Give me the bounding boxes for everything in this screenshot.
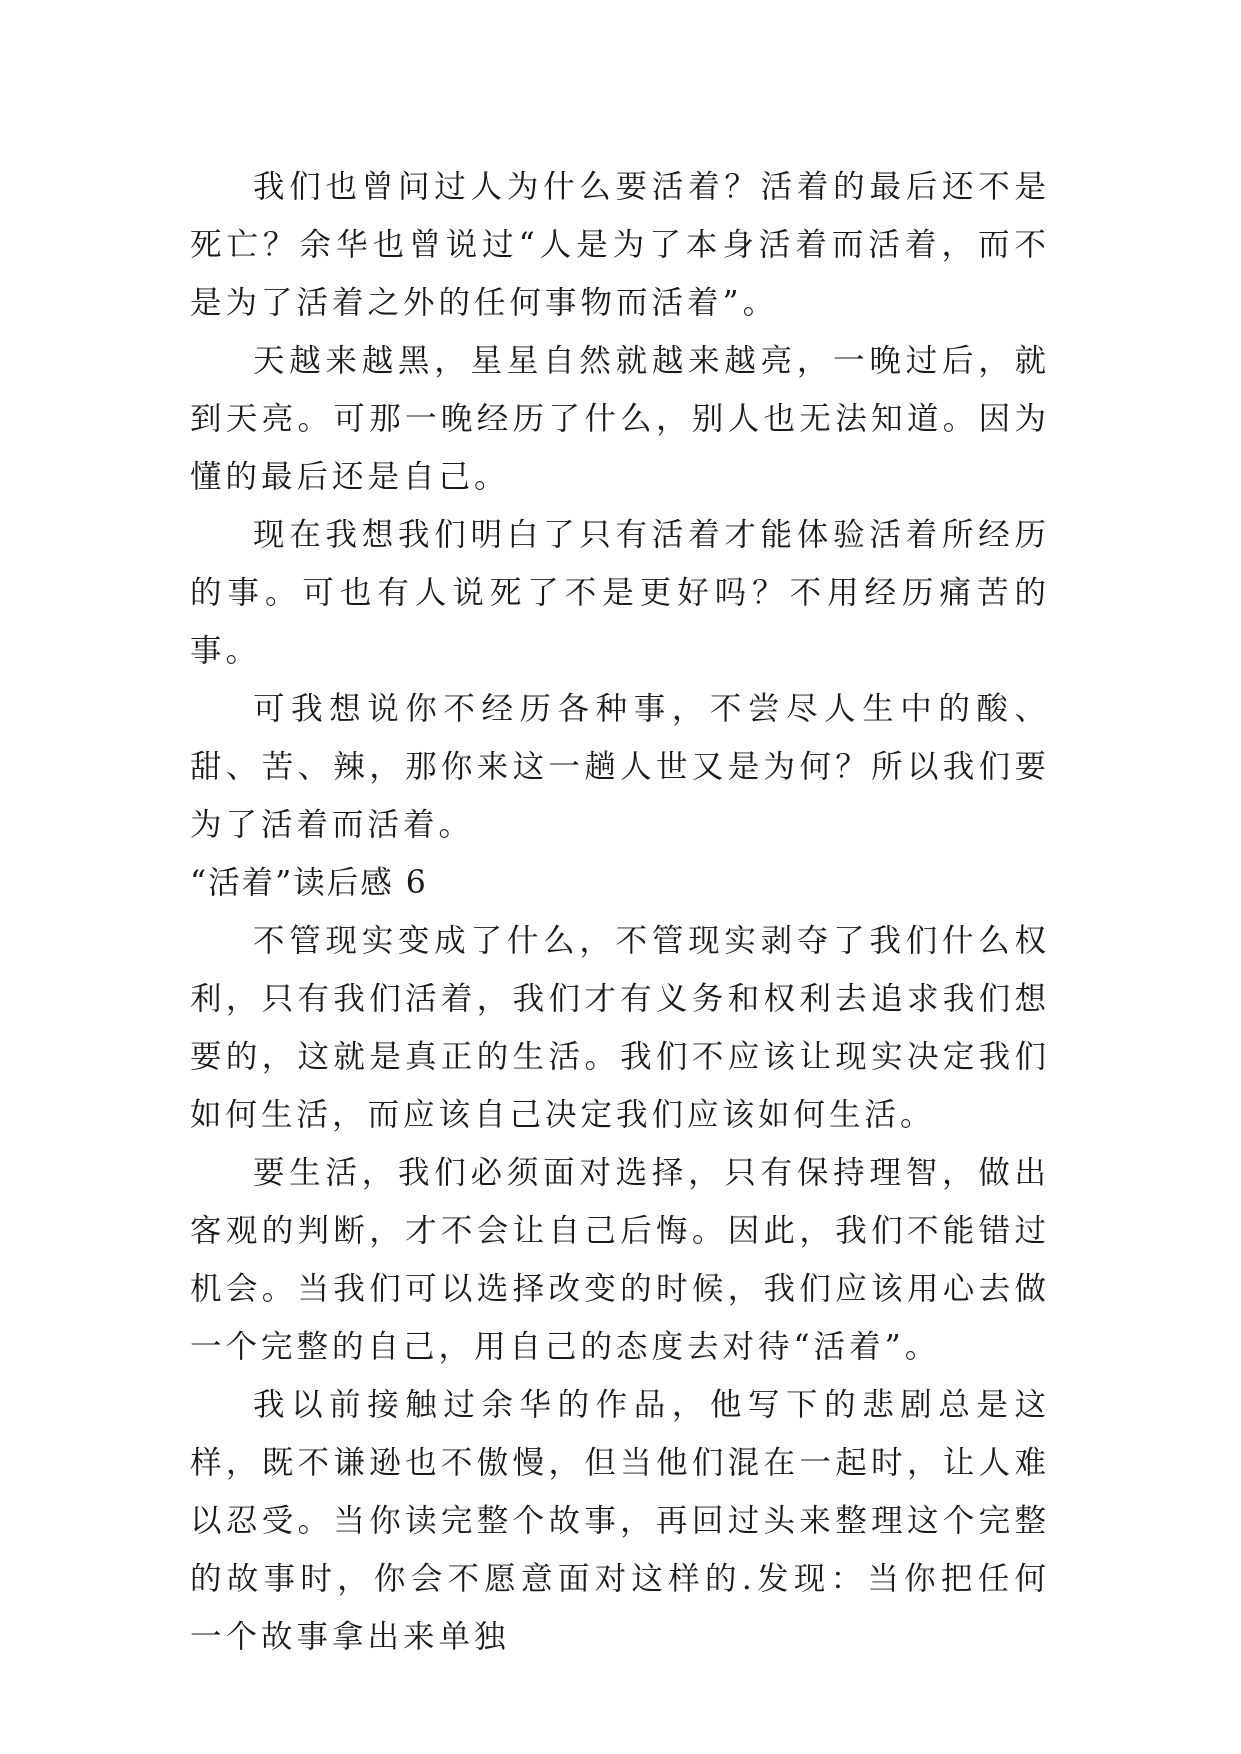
section-paragraph: 不管现实变成了什么，不管现实剥夺了我们什么权利，只有我们活着，我们才有义务和权利去追求我们想要的，这就是真正的生活。我们不应该让现实决定我们如何生活，而应该自己决定我们应该如何生活。 bbox=[190, 923, 1050, 1133]
section-paragraph: 我以前接触过余华的作品，他写下的悲剧总是这样，既不谦逊也不傲慢，但当他们混在一起时，让人难以忍受。当你读完整个故事，再回过头来整理这个完整的故事时，你会不愿意面对这样的.发现：当你把任何一个故事拿出来单独 bbox=[190, 1387, 1050, 1655]
body-paragraph: 可我想说你不经历各种事，不尝尽人生中的酸、甜、苦、辣，那你来这一趟人世又是为何？所以我们要为了活着而活着。 bbox=[190, 691, 1050, 843]
document-body bbox=[190, 158, 1050, 1666]
body-paragraph: 天越来越黑，星星自然就越来越亮，一晚过后，就到天亮。可那一晚经历了什么，别人也无法知道。因为懂的最后还是自己。 bbox=[190, 343, 1050, 495]
body-paragraph: 现在我想我们明白了只有活着才能体验活着所经历的事。可也有人说死了不是更好吗？不用经历痛苦的事。 bbox=[190, 517, 1050, 669]
body-paragraph: 我们也曾问过人为什么要活着？活着的最后还不是死亡？余华也曾说过“人是为了本身活着而活着，而不是为了活着之外的任何事物而活着”。 bbox=[190, 169, 1050, 321]
section-heading: “活着”读后感 6 bbox=[190, 865, 428, 901]
section-paragraph: 要生活，我们必须面对选择，只有保持理智，做出客观的判断，才不会让自己后悔。因此，我们不能错过机会。当我们可以选择改变的时候，我们应该用心去做一个完整的自己，用自己的态度去对待“活着”。 bbox=[190, 1155, 1050, 1365]
